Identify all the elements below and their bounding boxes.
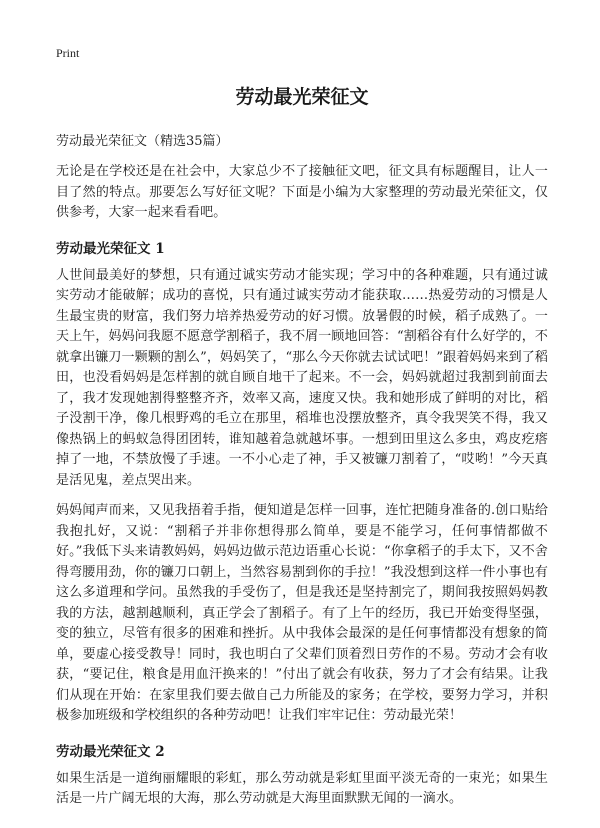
page-title: 劳动最光荣征文 — [235, 86, 369, 108]
section-1-paragraph-2: 妈妈闻声而来，又见我捂着手指，便知道是怎样一回事，连忙把随身准备的.创口贴给我抱扎好，又说：“割稻子并非你想得那么简单，要是不能学习，任何事情都做不好。”我低下头来请教妈妈，妈妈边做示范边语重心长说：“你拿稻子的手太下，又不舍得弯腰用劲，你的镰刀口朝上，当然容易割到你的手拉！”我没想到这样一件小事也有这么多道理和学问。虽然我的手受伤了，但是我还是坚持割完了，期间我按照妈妈教我的方法，越割越顺利，真正学会了割稻子。有了上午的经历，我已开始变得坚强，变的独立，尽管有很多的困难和挫折。从中我体会最深的是任何事情都没有想象的简单，要虚心接受教导！同时，我也明白了父辈们顶着烈日劳作的不易。劳动才会有收获，“要记住，粮食是用血汗换来的！”付出了就会有收获，努力了才会有结果。让我们从现在开始：在家里我们要去做自己力所能及的家务；在学校，要努力学习，并积极参加班级和学校组织的各种劳动吧！让我们牢牢记住：劳动最光荣！ — [56, 503, 548, 723]
section-2-paragraph-1: 如果生活是一道绚丽耀眼的彩虹，那么劳动就是彩虹里面平淡无奇的一束光；如果生活是一片广阔无垠的大海，那么劳动就是大海里面默默无闻的一滴水。 — [56, 770, 548, 806]
document-subtitle: 劳动最光荣征文（精选35篇） — [56, 134, 229, 149]
section-1-paragraph-1: 人世间最美好的梦想，只有通过诚实劳动才能实现；学习中的各种难题，只有通过诚实劳动才能破解；成功的喜悦，只有通过诚实劳动才能获取……热爱劳动的习惯是人生最宝贵的财富，我们努力培养热爱劳动的好习惯。放暑假的时候，稻子成熟了。一天上午，妈妈问我愿不愿意学割稻子，我不屑一顾地回答：“割稻谷有什么好学的，不就拿出镰刀一颗颗的割么”，妈妈笑了，“那么今天你就去试试吧！”跟着妈妈来到了稻田，也没看妈妈是怎样割的就自顾自地干了起来。不一会，妈妈就超过我割到前面去了，我才发现她割得整整齐齐，效率又高，速度又快。我和她形成了鲜明的对比，稻子没割干净，像几根野鸡的毛立在那里，稻堆也没摆放整齐，真令我哭笑不得，我又像热锅上的蚂蚁急得团团转，谁知越着急就越坏事。一想到田里这么多虫，鸡皮疙瘩掉了一地，不禁放慢了手速。一不小心走了神，手又被镰刀割着了，“哎哟！”今天真是活见鬼，差点哭出来。 — [56, 267, 548, 488]
print-link[interactable]: Print — [56, 46, 80, 60]
section-heading-2: 劳动最光荣征文 2 — [56, 743, 165, 760]
section-heading-1: 劳动最光荣征文 1 — [56, 240, 165, 257]
intro-paragraph: 无论是在学校还是在社会中，大家总少不了接触征文吧，征文具有标题醒目，让人一目了然的特点。那要怎么写好征文呢？下面是小编为大家整理的劳动最光荣征文，仅供参考，大家一起来看看吧。 — [56, 164, 548, 220]
